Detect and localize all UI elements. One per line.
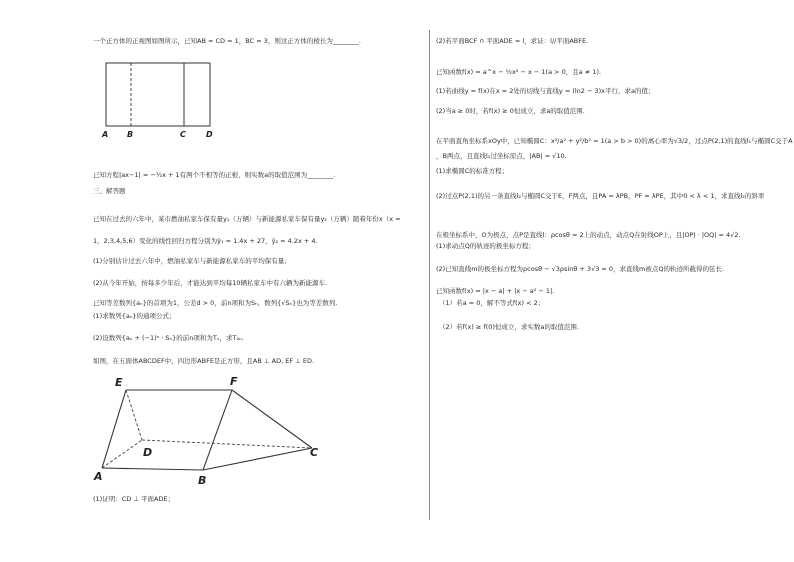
q4-part2: (2)设数列{aₙ + (−1)ⁿ · Sₙ}的前n项和为Tₙ，求T₂ₙ. xyxy=(93,334,244,342)
q5-part2: (2)若平面BCF ∩ 平面ADE = l，求证：l//平面ABFE. xyxy=(436,37,589,45)
q3-stem-line1: 已知在过去的六年中，某市燃油私家车保有量y₁（万辆）与新能源私家车保有量y₂（万辆）随着年份x（x = xyxy=(93,215,401,223)
fig1-label-d: D xyxy=(206,130,213,139)
edge-fc xyxy=(232,390,312,448)
q8-part2: (2)已知直线m的极坐标方程为ρcosθ − √3ρsinθ + 3√3 = 0，求直线m被点Q的轨迹所截得的弦长. xyxy=(436,265,725,273)
fig2-label-d: D xyxy=(143,446,153,459)
edge-fb xyxy=(203,390,232,470)
q4-part1: (1)求数列{aₙ}的通项公式； xyxy=(93,312,176,320)
q2-text: 已知方程|ax−1| = −½x + 1有两个不相等的正根，则实数a的取值范围为________. xyxy=(93,171,336,179)
q9-stem: 已知函数f(x) = |x − a| + |x − a² − 1|. xyxy=(436,287,555,295)
q9-part1: （1）若a = 0，解不等式f(x) < 2； xyxy=(439,299,545,307)
q3-part1: (1)分别估计过去六年中，燃油私家车与新能源私家车的平均保有量； xyxy=(93,257,291,265)
q8-stem: 在极坐标系中，O为极点，点P是直线l：ρcosθ = 2上的动点，动点Q在射线OP上，且|OP| · |OQ| = 4√2. xyxy=(436,231,741,239)
q7-part2: (2)过点P(2,1)的另一条直线l₂与椭圆C交于E，F两点，且PA = λPB，PF = λPE，其中0 < λ < 1，求直线l₂的斜率 xyxy=(436,192,765,200)
fig1-label-a: A xyxy=(102,130,109,139)
edge-ed-hidden xyxy=(126,390,142,440)
fig2-label-f: F xyxy=(230,375,238,388)
fig2-label-b: B xyxy=(198,474,207,487)
fig2-label-c: C xyxy=(310,446,319,459)
q8-part1: (1)求动点Q的轨迹的极坐标方程； xyxy=(436,242,535,250)
front-view-rect xyxy=(106,63,210,126)
q3-part2: (2)从今年开始，按每多少年后，才能达到平均每10辆私家车中有六辆为新能源车. xyxy=(93,279,328,287)
q7-part1: (1)求椭圆C的标准方程； xyxy=(436,167,509,175)
q4-stem: 已知等差数列{aₙ}的首项为1，公差d > 0，前n项和为Sₙ，数列{√Sₙ}也为等差数列. xyxy=(93,299,338,307)
q6-part2: (2)当a ≥ 0时，若f(x) ≥ 0恒成立，求a的取值范围. xyxy=(436,107,585,115)
edge-ad-hidden xyxy=(102,440,142,468)
q1-text: 一个正方体的正视图如图所示，已知AB = CD = 1，BC = 3，则这正方体的棱长为________. xyxy=(93,37,361,45)
edge-dc-hidden xyxy=(142,440,312,448)
q3-stem-line2: 1，2,3,4,5,6）变化的线性回归方程分别为ŷ₁ = 1.4x + 27，ŷ₂ = 4.2x + 4. xyxy=(93,237,318,245)
q6-part1: (1)若曲线y = f(x)在x = 2处的切线与直线y = (ln2 − 3)x平行，求a的值； xyxy=(436,87,655,95)
fig2-label-a: A xyxy=(94,470,103,483)
column-divider xyxy=(429,30,430,520)
fig1-label-c: C xyxy=(180,130,186,139)
fig1-label-b: B xyxy=(127,130,134,139)
figure-pentahedron xyxy=(90,370,330,490)
q6-stem: 已知函数f(x) = a^x − ½x² − x − 1(a > 0，且a ≠ 1). xyxy=(436,68,602,76)
fig2-label-e: E xyxy=(115,376,123,389)
q5-stem: 如图，在五面体ABCDEF中，四边形ABFE是正方形，且AB ⊥ AD, EF ⊥ ED. xyxy=(93,357,315,365)
q7-stem-line1: 在平面直角坐标系xOy中，已知椭圆C：x²/a² + y²/b² = 1(a > b > 0)的离心率为√3/2，过点P(2,1)的直线l₁与椭圆C交于A xyxy=(436,137,793,145)
q5-part1: (1)证明：CD ⊥ 平面ADE； xyxy=(93,495,175,503)
q9-part2: （2）若f(x) ≥ f(0)恒成立，求实数a的取值范围. xyxy=(439,323,579,331)
section-heading: 三、解答题 xyxy=(93,187,126,195)
edge-ab xyxy=(102,468,203,470)
q7-stem-line2: ，B两点，且直线l₁过坐标原点，|AB| = √10. xyxy=(436,152,567,160)
edge-ae xyxy=(102,390,126,468)
edge-bc xyxy=(203,448,312,470)
figure-front-view xyxy=(100,60,215,142)
